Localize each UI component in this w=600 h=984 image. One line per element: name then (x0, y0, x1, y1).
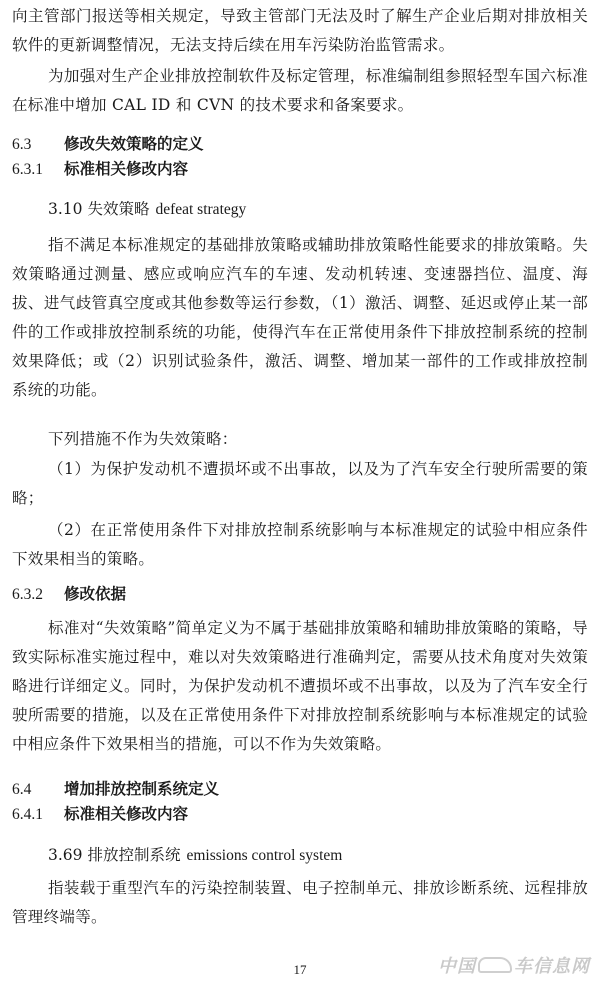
watermark-text-left: 中国 (438, 956, 476, 977)
heading-6-4-1 (12, 802, 188, 827)
heading-6-3-1 (12, 157, 188, 182)
paragraph-cal-id: 为加强对生产企业排放控制软件及标定管理，标准编制组参照轻型车国六标准在标准中增加 CAL ID 和 CVN 的技术要求和备案要求。 (12, 67, 588, 114)
heading-number: 6.4.1 (12, 806, 43, 823)
heading-title: 修改失效策略的定义 (64, 135, 204, 153)
term-label: 3.10 失效策略 (48, 200, 150, 218)
paragraph-continuation: 向主管部门报送等相关规定，导致主管部门无法及时了解生产企业后期对排放相关软件的更新调整情况，无法支持后续在用车污染防治监管需求。 (12, 7, 588, 54)
heading-6-3-2 (12, 582, 126, 607)
term-3-10 (48, 197, 246, 222)
definition-3-69: 指装载于重型汽车的污染控制装置、电子控制单元、排放诊断系统、远程排放管理终端等。 (12, 879, 588, 926)
page-number: 17 (293, 962, 307, 977)
term-label: 3.69 排放控制系统 (48, 846, 181, 864)
heading-number: 6.3 (12, 136, 32, 153)
heading-6-4 (12, 777, 219, 802)
car-icon (478, 957, 512, 973)
heading-number: 6.3.1 (12, 161, 43, 178)
heading-title: 标准相关修改内容 (64, 160, 189, 178)
basis-6-3-2: 标准对“失效策略”简单定义为不属于基础排放策略和辅助排放策略的策略，导致实际标准实施过程中，难以对失效策略进行准确判定，需要从技术角度对失效策略进行详细定义。同时，为保护发动机不遭损坏或不出事故，以及为了汽车安全行驶所需要的措施，以及在正常使用条件下对排放控制系统影响与本标准规定的试验中相应条件下效果相当的措施，可以不作为失效策略。 (12, 619, 588, 753)
watermark-text-right: 车信息网 (514, 956, 590, 977)
heading-title: 标准相关修改内容 (64, 805, 189, 823)
list-intro: 下列措施不作为失效策略： (48, 430, 238, 448)
term-english: defeat strategy (155, 201, 247, 218)
definition-3-10: 指不满足本标准规定的基础排放策略或辅助排放策略性能要求的排放策略。失效策略通过测量、感应或响应汽车的车速、发动机转速、变速器挡位、温度、海拔、进气歧管真空度或其他参数等运行参数，（1）激活、调整、延迟或停止某一部件的工作或排放控制系统的功能，使得汽车在正常使用条件下排放控制系统的控制效果降低；或（2）识别试验条件，激活、调整、增加某一部件的工作或排放控制系统的功能。 (12, 236, 588, 399)
term-3-69 (48, 843, 342, 868)
list-item-1: （1）为保护发动机不遭损坏或不出事故，以及为了汽车安全行驶所需要的策略； (12, 460, 588, 507)
heading-title: 增加排放控制系统定义 (64, 780, 220, 798)
heading-number: 6.4 (12, 781, 32, 798)
heading-number: 6.3.2 (12, 586, 43, 603)
list-item-2: （2）在正常使用条件下对排放控制系统影响与本标准规定的试验中相应条件下效果相当的策略。 (12, 521, 588, 568)
term-english: emissions control system (186, 847, 343, 864)
heading-6-3 (12, 132, 204, 157)
heading-title: 修改依据 (64, 585, 127, 603)
watermark-logo (438, 952, 590, 978)
